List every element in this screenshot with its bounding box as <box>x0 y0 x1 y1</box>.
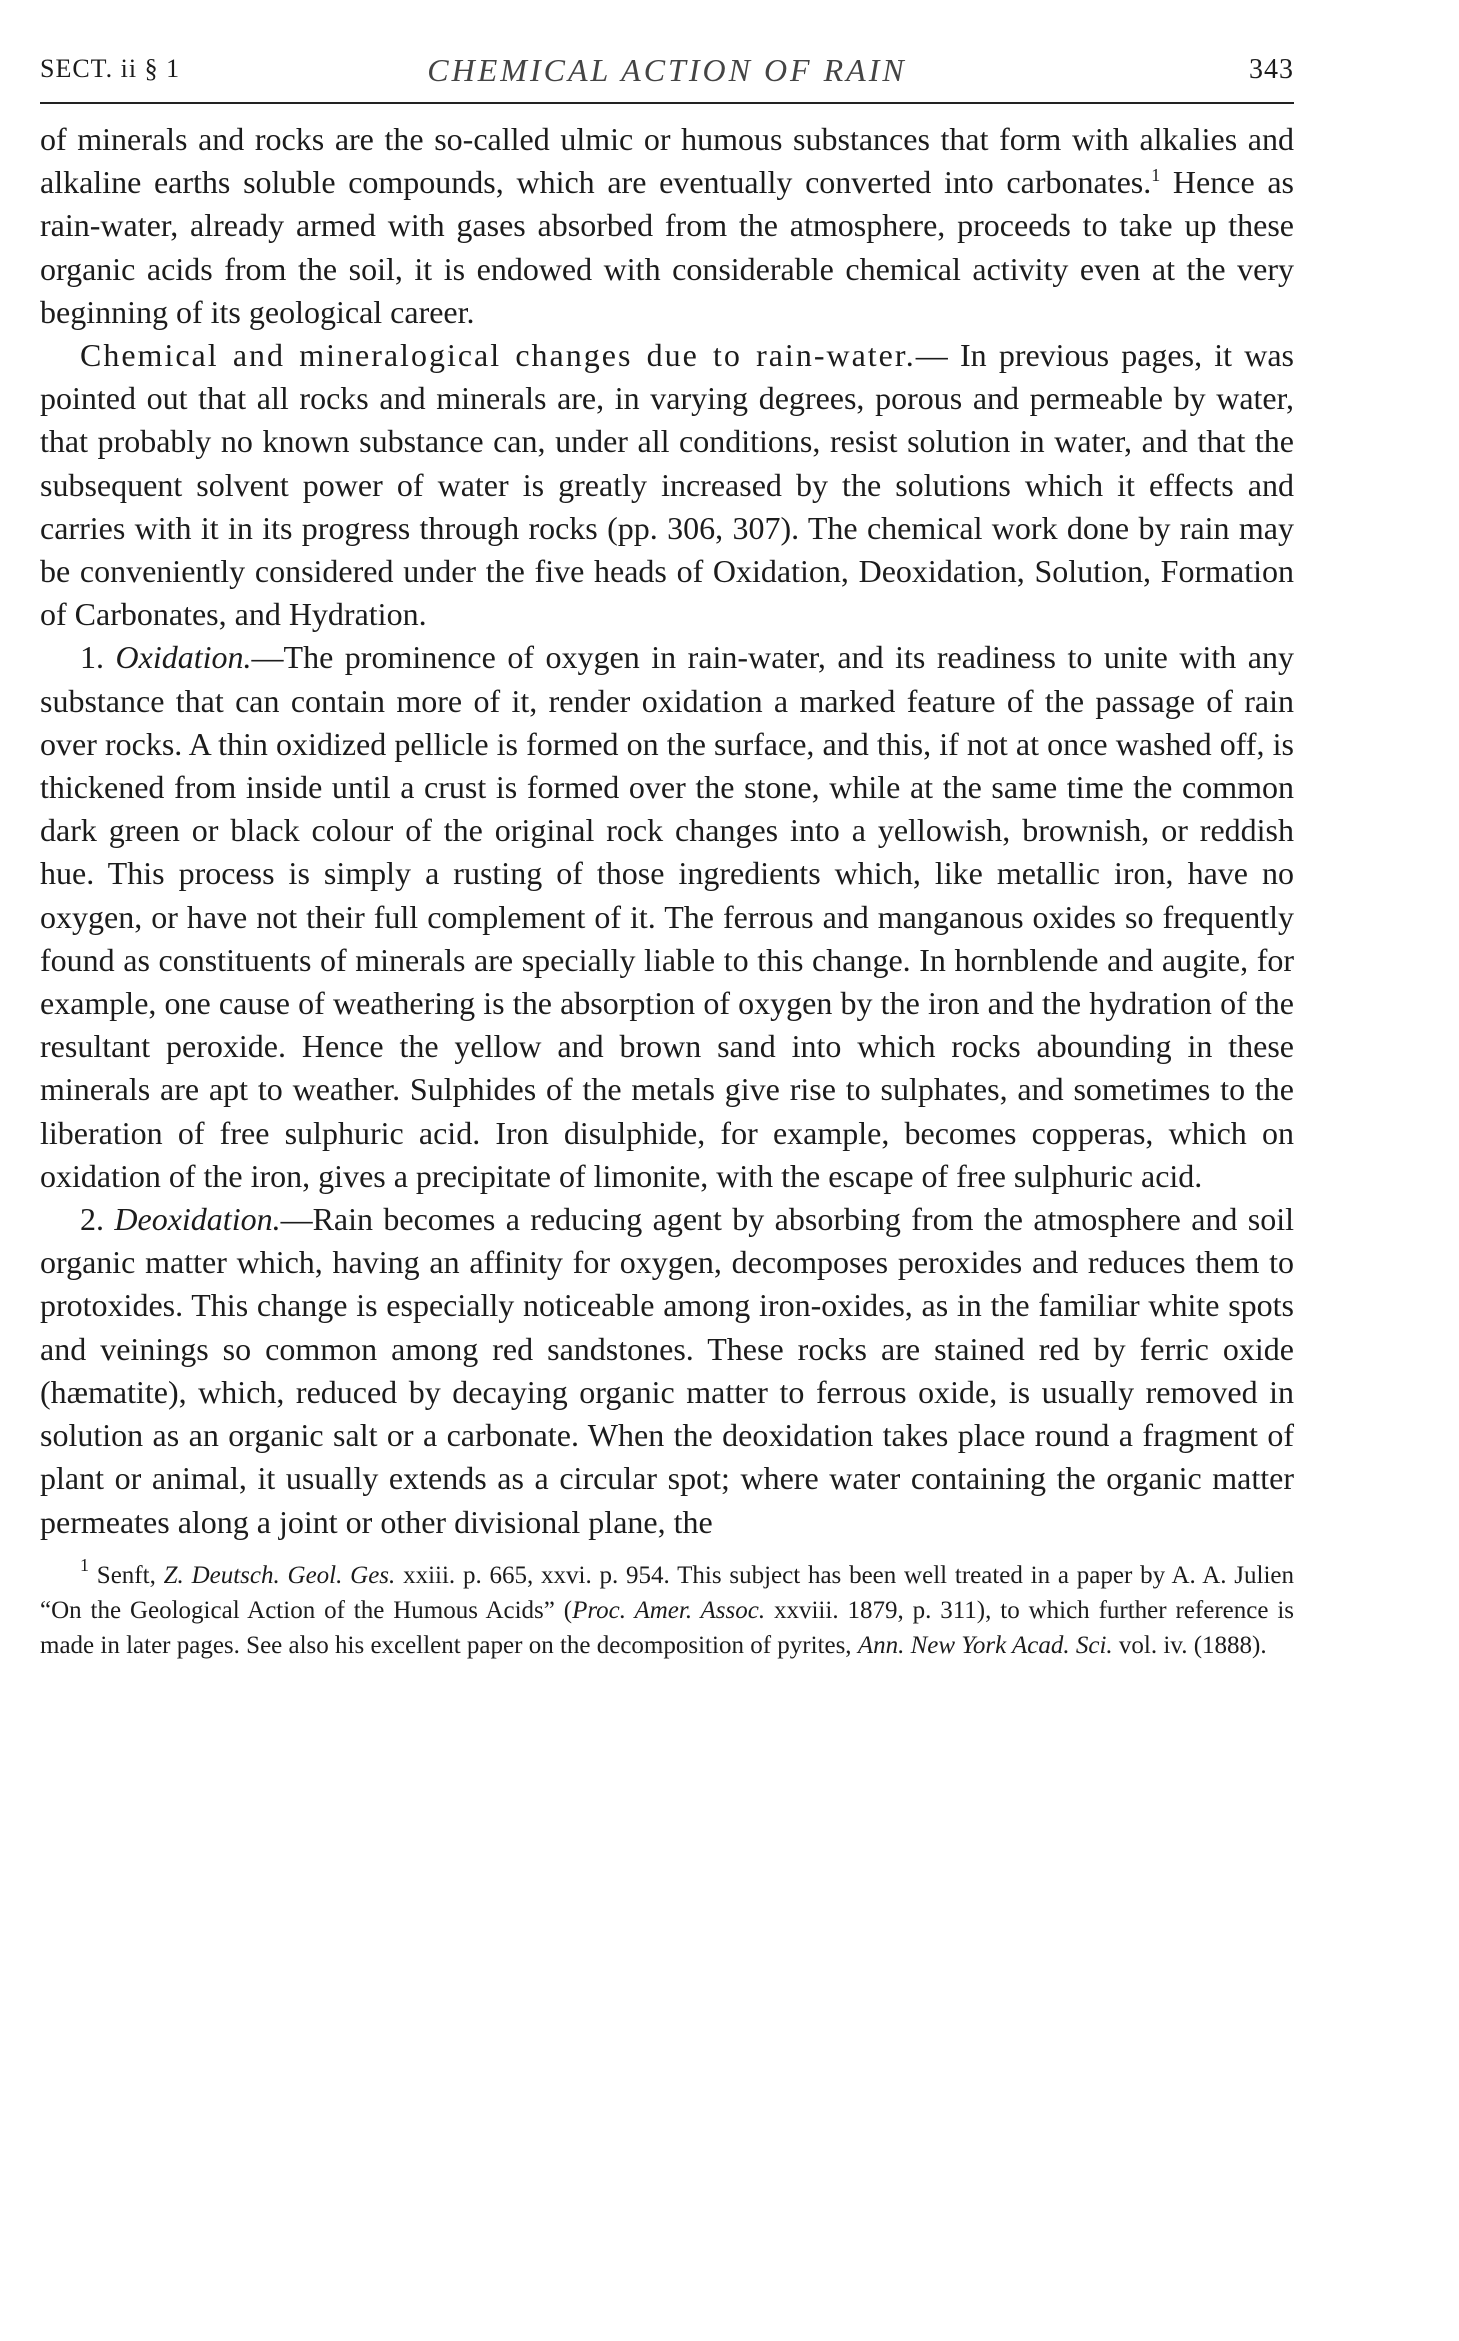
footnote-reference: 1 <box>1151 165 1161 186</box>
page-number: 343 <box>1249 54 1294 85</box>
section-heading: Chemical and mineralogical changes due to rain-water. <box>80 337 916 374</box>
footnote-1: $^1$ Senft, Z. Deutsch. Geol. Ges. xxiii. p. 665, xxvi. p. 954. This subject has been well treated in a paper by A. A. Julien “On the Geological Action of the Humous Acids” (Proc. Amer. Assoc. xxviii. 1879, p. 311), to which further reference is made in later pages. See also his excellent paper on the decomposition of pyrites, Ann. New York Acad. Sci. vol. iv. (1888). <box>40 1554 1295 1659</box>
footnote-mark: 1 <box>80 1554 89 1575</box>
paragraph-oxidation: 1. Oxidation.—The prominence of oxygen in rain-water, and its readiness to unite with any substance that can contain more of it, render oxidation a marked feature of the passage of rain over rocks. A thin oxidized pellicle is formed on the surface, and this, if not at once washed off, is thickened from inside until a crust is formed over the stone, while at the same time the common dark green or black colour of the original rock changes into a yellowish, brownish, or reddish hue. This process is simply a rusting of those ingredients which, like metallic iron, have no oxygen, or have not their full complement of it. The ferrous and manganous oxides so frequently found as constituents of minerals are specially liable to this change. In hornblende and augite, for example, one cause of weathering is the absorption of oxygen by the iron and the hydration of the resultant peroxide. Hence the yellow and brown sand into which rocks abounding in these minerals are apt to weather. Sulphides of the metals give rise to sulphates, and sometimes to the liberation of free sulphuric acid. Iron disulphide, for example, becomes copperas, which on oxidation of the iron, gives a precipitate of limonite, with the escape of free sulphuric acid. <box>40 639 1295 1194</box>
paragraph-continuation: of minerals and rocks are the so-called ulmic or humous substances that form with alkalies and alkaline earths soluble compounds, which are eventually converted into carbonates.$^1$ Hence as rain-water, already armed with gases absorbed from the atmosphere, proceeds to take up these organic acids from the soil, it is endowed with considerable chemical activity even at the very beginning of its geological career. <box>40 121 1295 330</box>
main-text <box>40 118 1294 1544</box>
running-head <box>40 48 1294 92</box>
paragraph-chemical-changes: Chemical and mineralogical changes due to rain-water.— In previous pages, it was pointed out that all rocks and minerals are, in varying degrees, porous and permeable by water, that probably no known substance can, under all conditions, resist solution in water, and that the subsequent solvent power of water is greatly increased by the solutions which it effects and carries with it in its progress through rocks (pp. 306, 307). The chemical work done by rain may be conveniently considered under the five heads of Oxidation, Deoxidation, Solution, Formation of Carbonates, and Hydration. <box>40 337 1295 633</box>
subheading-oxidation: Oxidation. <box>115 639 252 676</box>
subheading-deoxidation: Deoxidation. <box>114 1201 281 1238</box>
paragraph-deoxidation: 2. Deoxidation.—Rain becomes a reducing agent by absorbing from the atmosphere and soil organic matter which, having an affinity for oxygen, decomposes peroxides and reduces them to protoxides. This change is especially noticeable among iron-oxides, as in the familiar white spots and veinings so common among red sandstones. These rocks are stained red by ferric oxide (hæmatite), which, reduced by decaying organic matter to ferrous oxide, is usually removed in solution as an organic salt or a carbonate. When the deoxidation takes place round a fragment of plant or animal, it usually extends as a circular spot; where water containing the organic matter permeates along a joint or other divisional plane, the <box>40 1201 1295 1540</box>
section-label: SECT. ii § 1 <box>40 54 181 83</box>
footnotes <box>40 1554 1295 1663</box>
chapter-title: CHEMICAL ACTION OF RAIN <box>427 52 907 88</box>
book-page <box>40 48 1294 1663</box>
header-rule <box>40 102 1294 104</box>
